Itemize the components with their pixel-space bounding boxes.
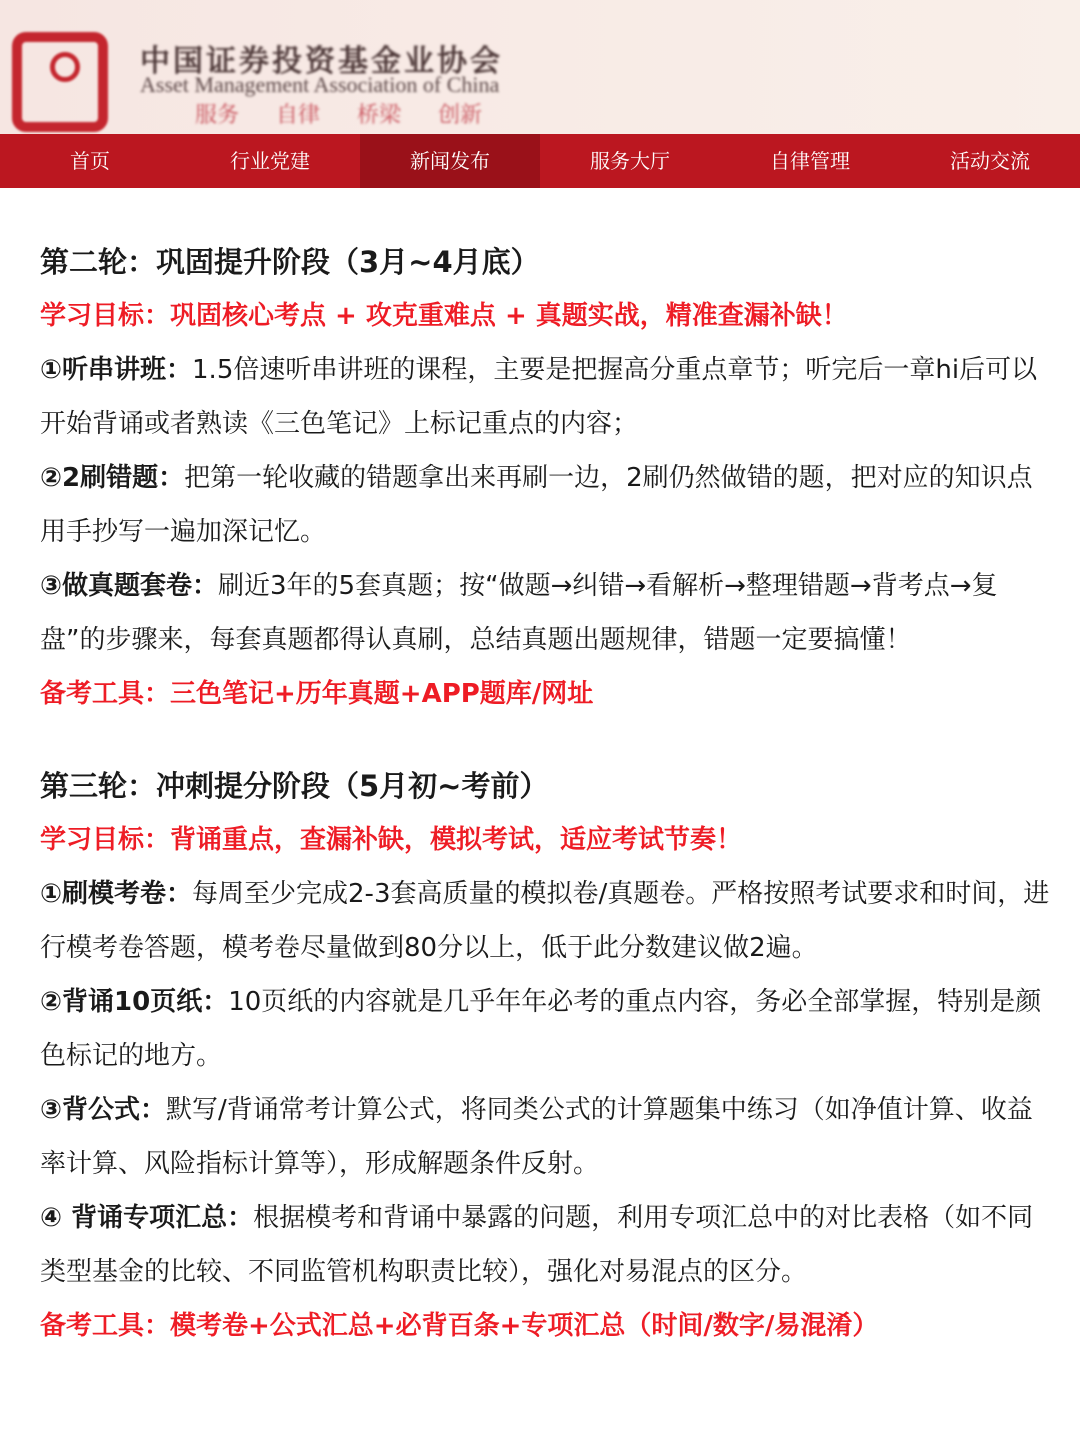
nav-home[interactable]: 首页 (70, 149, 110, 173)
header-banner (0, 0, 1080, 134)
item-text: 根据模考和背诵中暴露的问题，利用专项汇总中的对比表格（如不同类型基金的比较、不同监管机构职责比较），强化对易混点的区分。 (40, 1203, 1034, 1287)
item-label: ④ 背诵专项汇总： (40, 1203, 254, 1233)
item-label: ①听串讲班： (40, 355, 193, 385)
org-motto: 服务 自律 桥梁 创新 (195, 103, 482, 128)
study-tools: 备考工具：模考卷+公式汇总+必背百条+专项汇总（时间/数字/易混淆） (40, 1311, 879, 1341)
list-item (40, 559, 1055, 667)
item-label: ③背公式： (40, 1095, 167, 1125)
list-item (40, 451, 1055, 559)
item-text: 每周至少完成2-3套高质量的模拟卷/真题卷。严格按照考试要求和时间，进行模考卷答题，模考卷尽量做到80分以上，低于此分数建议做2遍。 (40, 879, 1050, 963)
amac-logo-icon[interactable] (12, 32, 108, 132)
item-text: 默写/背诵常考计算公式，将同类公式的计算题集中练习（如净值计算、收益率计算、风险指标计算等），形成解题条件反射。 (40, 1095, 1033, 1179)
nav-news[interactable]: 新闻发布 (360, 134, 540, 188)
nav-service-hall[interactable]: 服务大厅 (590, 149, 670, 173)
section-title: 第三轮：冲刺提分阶段（5月初~考前） (40, 769, 549, 803)
list-item (40, 343, 1055, 451)
study-goal: 学习目标：巩固核心考点 + 攻克重难点 + 真题实战，精准查漏补缺！ (40, 301, 848, 331)
article-body (40, 235, 1055, 1353)
study-tools: 备考工具：三色笔记+历年真题+APP题库/网址 (40, 679, 594, 709)
study-goal: 学习目标：背诵重点，查漏补缺，模拟考试，适应考试节奏！ (40, 825, 743, 855)
item-label: ②2刷错题： (40, 463, 185, 493)
main-nav (0, 134, 1080, 188)
list-item (40, 1191, 1055, 1299)
item-label: ③做真题套卷： (40, 571, 219, 601)
list-item (40, 867, 1055, 975)
item-text: 刷近3年的5套真题；按“做题→纠错→看解析→整理错题→背考点→复盘”的步骤来，每套真题都得认真刷，总结真题出题规律，错题一定要搞懂！ (40, 571, 998, 655)
item-label: ②背诵10页纸： (40, 987, 229, 1017)
nav-activities[interactable]: 活动交流 (950, 149, 1030, 173)
list-item (40, 975, 1055, 1083)
item-text: 1.5倍速听串讲班的课程，主要是把握高分重点章节；听完后一章hi后可以开始背诵或者熟读《三色笔记》上标记重点的内容； (40, 355, 1038, 439)
nav-self-regulation[interactable]: 自律管理 (770, 149, 850, 173)
nav-party-building[interactable]: 行业党建 (230, 149, 310, 173)
item-text: 把第一轮收藏的错题拿出来再刷一边，2刷仍然做错的题，把对应的知识点用手抄写一遍加深记忆。 (40, 463, 1033, 547)
org-name-en: Asset Management Association of China (140, 72, 500, 97)
item-label: ①刷模考卷： (40, 879, 193, 909)
item-text: 10页纸的内容就是几乎年年必考的重点内容，务必全部掌握，特别是颜色标记的地方。 (40, 987, 1042, 1071)
org-name-cn: 中国证券投资基金业协会 (140, 44, 503, 79)
section-title: 第二轮：巩固提升阶段（3月~4月底） (40, 245, 540, 279)
list-item (40, 1083, 1055, 1191)
